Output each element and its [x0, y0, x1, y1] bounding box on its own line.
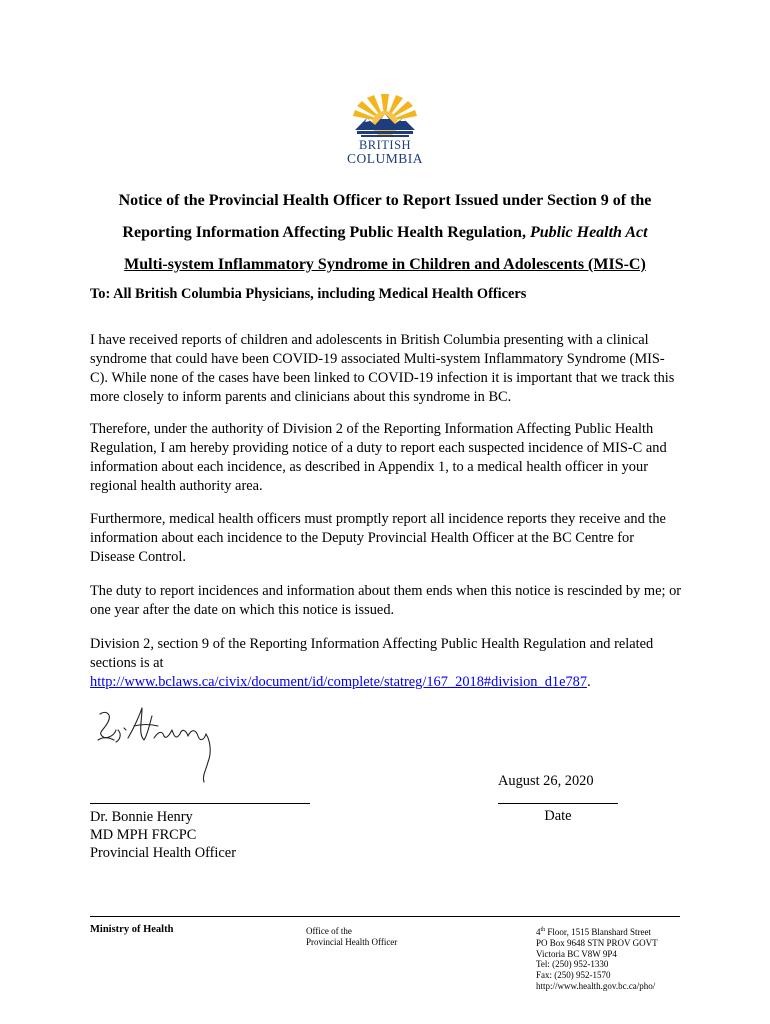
footer-address-line-3: Victoria BC V8W 9P4 [536, 948, 617, 959]
footer-office-line-1: Office of the [306, 926, 352, 936]
notice-subject-title: Multi-system Inflammatory Syndrome in Children and Adolescents (MIS-C) [124, 256, 646, 273]
notice-title-line-2 [60, 224, 710, 242]
bclaws-regulation-link[interactable]: http://www.bclaws.ca/civix/document/id/complete/statreg/167_2018#division_d1e787 [90, 674, 588, 690]
signer-credentials: MD MPH FRCPC [90, 827, 197, 843]
footer-tel: Tel: (250) 952-1330 [536, 959, 609, 970]
footer-divider [90, 916, 680, 917]
footer-fax: Fax: (250) 952-1570 [536, 970, 611, 981]
recipients-line: To: All British Columbia Physicians, including Medical Health Officers [90, 286, 527, 302]
date-line [498, 803, 618, 804]
notice-title-line-1: Notice of the Provincial Health Officer to Report Issued under Section 9 of the [118, 192, 652, 209]
body-paragraph-4: The duty to report incidences and information about them ends when this notice is rescinded by me; or one year after the date on which this notice is issued. [90, 583, 682, 618]
signature-line [90, 803, 310, 804]
signer-name: Dr. Bonnie Henry [90, 809, 193, 825]
body-paragraph-2: Therefore, under the authority of Division 2 of the Reporting Information Affecting Public Health Regulation, I am hereby providing notice of a duty to report each suspected incidence of MIS-C and information about each incidence, as described in Appendix 1, to a medical health officer in your regional health authority area. [90, 421, 667, 494]
date-label: Date [544, 808, 572, 824]
footer-address-line-2: PO Box 9648 STN PROV GOVT [536, 937, 658, 948]
sun-mountain-emblem-icon [345, 92, 425, 142]
title-act-name: Public Health Act [529, 224, 648, 241]
signer-block [90, 808, 236, 862]
footer-office [306, 926, 397, 948]
handwritten-signature [92, 700, 232, 785]
footer-office-line-2: Provincial Health Officer [306, 936, 398, 947]
street-address: Floor, 1515 Blanshard Street [545, 927, 652, 937]
footer-address [536, 925, 658, 992]
logo-line-columbia: COLUMBIA [346, 151, 423, 166]
link-period: . [587, 674, 591, 690]
body-paragraph-1: I have received reports of children and adolescents in British Columbia presenting with a clinical syndrome that could have been COVID-19 associated Multi-system Inflammatory Syndrome (MIS-C). While none of the cases have been linked to COVID-19 infection it is important that we track this more closely to inform parents and clinicians about this syndrome in BC. [90, 332, 675, 405]
floor-suffix: th [540, 927, 546, 933]
title-regulation-name: Reporting Information Affecting Public Health Regulation, [122, 224, 530, 241]
footer-address-line-1 [536, 925, 658, 938]
body-paragraph-5 [90, 635, 682, 692]
logo-wordmark [340, 138, 430, 166]
signature-date: August 26, 2020 [498, 773, 594, 789]
floor-number: 4 [536, 927, 541, 937]
logo-line-british: BRITISH [358, 138, 412, 152]
footer-ministry: Ministry of Health [90, 924, 174, 935]
body-paragraph-3: Furthermore, medical health officers must promptly report all incidence reports they receive and the information about each incidence to the Deputy Provincial Health Officer at the BC Centre for Disease Control. [90, 511, 666, 565]
footer-website[interactable]: http://www.health.gov.bc.ca/pho/ [536, 980, 656, 991]
regulation-reference-text: Division 2, section 9 of the Reporting Information Affecting Public Health Regulation and related sections is at [90, 636, 654, 671]
signer-position: Provincial Health Officer [90, 845, 236, 861]
